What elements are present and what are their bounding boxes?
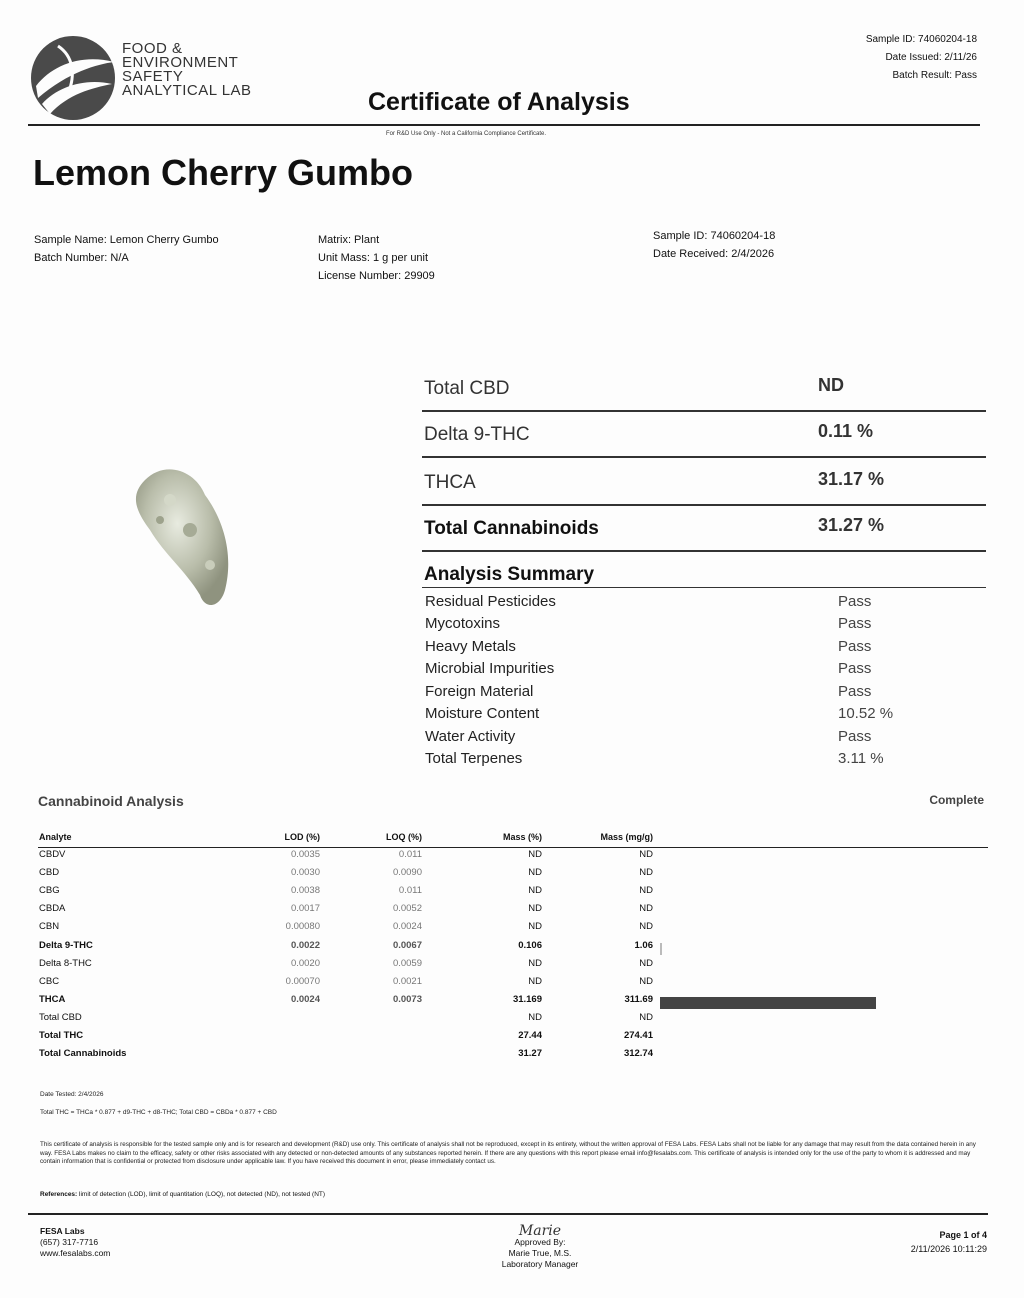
license-number: License Number: 29909 — [318, 270, 435, 282]
date-received: Date Received: 2/4/2026 — [653, 248, 775, 260]
column-header-mass-mg: Mass (mg/g) — [600, 832, 653, 842]
potency-row-total-cannabinoids — [422, 506, 986, 552]
summary-label: Total Terpenes — [425, 750, 523, 767]
table-cell-lod: 0.0020 — [290, 957, 320, 969]
summary-item — [425, 638, 895, 660]
table-cell-lod: 0.0030 — [290, 867, 320, 879]
potency-label: Delta 9-THC — [424, 424, 530, 445]
table-cell-mass-pct: ND — [528, 975, 542, 987]
table-cell-mass-mg: ND — [639, 867, 653, 879]
sample-name: Sample Name: Lemon Cherry Gumbo — [34, 234, 219, 246]
summary-value: 3.11 % — [838, 750, 884, 767]
table-cell-mass-pct: ND — [528, 921, 542, 933]
table-cell-mass-pct: ND — [528, 885, 542, 897]
table-cell-mass-pct: 0.106 — [518, 939, 542, 951]
potency-label: Total Cannabinoids — [424, 518, 599, 539]
table-cell-analyte: CBD — [39, 867, 60, 879]
table-cell-mass-mg: ND — [639, 885, 653, 897]
table-cell-mass-mg: 1.06 — [634, 939, 653, 951]
table-cell-analyte: CBDV — [39, 849, 66, 860]
approver-name: Marie True, M.S. — [508, 1248, 572, 1258]
footer-page-info — [911, 1228, 987, 1256]
table-cell-analyte: Total THC — [39, 1030, 84, 1041]
header-date-issued: Date Issued: 2/11/26 — [885, 52, 977, 63]
cannabinoid-analysis-title: Cannabinoid Analysis — [38, 793, 184, 809]
summary-item — [425, 593, 895, 615]
table-cell-lod: 0.0022 — [290, 939, 320, 951]
rd-use-note: For R&D Use Only - Not a California Compliance Certificate. — [386, 131, 547, 137]
disclaimer: This certificate of analysis is responsible for the tested sample only and is for research and development (R&D) use only. This certificate of analysis shall not be reproduced, except in its entirety, without the written approval of FESA Labs. FESA Labs shall not be liable for any damage that may result from the data contained herein in any way. FESA Labs makes no claim to the efficacy, safety or other risks associated with any detected or non-detected amounts of any substances reported herein. If there are any questions with this report please email info@fesalabs.com. This certificate of analysis is intended only for the use of the party to whom it is addressed and may contain information that is confidential or protected from disclosure under applicable law. If you have received this document in error, please immediately contact us. — [40, 1141, 976, 1165]
summary-item — [425, 750, 895, 772]
summary-item — [425, 705, 895, 727]
table-cell-analyte: CBC — [39, 975, 60, 987]
lab-name-line: ANALYTICAL LAB — [122, 82, 252, 99]
column-header-loq: LOQ (%) — [386, 832, 422, 842]
summary-value: Pass — [838, 728, 872, 745]
table-cell-analyte: Total Cannabinoids — [39, 1048, 127, 1060]
table-cell-mass-mg: ND — [639, 975, 653, 987]
summary-value: Pass — [838, 683, 872, 700]
table-cell-loq: 0.0073 — [392, 993, 422, 1005]
table-cell-mass-mg: ND — [639, 1011, 653, 1023]
summary-value: Pass — [838, 615, 872, 632]
table-cell-mass-mg: 274.41 — [623, 1030, 653, 1041]
table-row — [38, 867, 988, 885]
footer-timestamp: 2/11/2026 10:11:29 — [910, 1244, 987, 1254]
cannabinoid-analysis-status: Complete — [929, 793, 984, 807]
summary-item — [425, 728, 895, 750]
table-cell-lod: 0.0024 — [290, 993, 320, 1005]
table-row — [38, 958, 988, 976]
potency-row-thca — [422, 460, 986, 506]
summary-item — [425, 683, 895, 705]
summary-value: Pass — [838, 593, 872, 610]
potency-value: 0.11 % — [818, 421, 874, 441]
table-cell-loq: 0.0024 — [392, 921, 422, 933]
footer-contact — [40, 1226, 110, 1259]
fesa-leaf-logo-icon — [28, 34, 118, 122]
table-cell-mass-mg: 312.74 — [623, 1048, 653, 1060]
potency-row-delta9-thc — [422, 412, 986, 458]
summary-label: Mycotoxins — [425, 615, 501, 632]
potency-label: Total CBD — [424, 378, 510, 399]
footer-website: www.fesalabs.com — [40, 1248, 111, 1258]
header-divider — [28, 124, 980, 126]
lab-name — [122, 42, 252, 98]
analysis-summary-title: Analysis Summary — [424, 564, 595, 585]
summary-value: 10.52 % — [838, 705, 894, 722]
page-number: Page 1 of 4 — [939, 1230, 987, 1240]
summary-value: Pass — [838, 638, 872, 655]
summary-value: Pass — [838, 660, 872, 677]
table-row — [38, 1012, 988, 1030]
table-row — [38, 994, 988, 1012]
footer-approval — [480, 1223, 600, 1270]
references-text: limit of detection (LOD), limit of quantitation (LOQ), not detected (ND), not tested (NT) — [77, 1191, 326, 1198]
summary-item — [425, 660, 895, 682]
table-cell-mass-pct: 31.169 — [512, 993, 542, 1005]
footer-company: FESA Labs — [40, 1226, 85, 1236]
summary-label: Foreign Material — [425, 683, 534, 700]
approved-by-label: Approved By: — [514, 1237, 566, 1247]
table-row — [38, 903, 988, 921]
table-row — [38, 885, 988, 903]
total-formula-note: Total THC = THCa * 0.877 + d9-THC + d8-THC; Total CBD = CBDa * 0.877 + CBD — [40, 1109, 277, 1116]
table-cell-lod: 0.0017 — [290, 903, 320, 915]
table-cell-mass-mg: ND — [639, 903, 653, 915]
table-cell-mass-pct: 27.44 — [518, 1030, 542, 1041]
table-row — [38, 976, 988, 994]
batch-number: Batch Number: N/A — [34, 252, 129, 264]
summary-label: Residual Pesticides — [425, 593, 556, 610]
lab-name-line: FOOD & — [122, 40, 183, 57]
mass-bar — [660, 943, 662, 955]
table-cell-loq: 0.011 — [398, 849, 422, 860]
table-cell-loq: 0.0052 — [392, 903, 422, 915]
table-cell-analyte: CBN — [39, 921, 60, 933]
table-cell-mass-pct: ND — [528, 957, 542, 969]
table-cell-lod: 0.00080 — [285, 921, 320, 933]
sample-info-column-3 — [653, 227, 775, 263]
table-cell-analyte: CBG — [39, 885, 60, 897]
table-cell-mass-pct: ND — [528, 867, 542, 879]
potency-label: THCA — [424, 472, 476, 493]
summary-item — [425, 615, 895, 637]
table-cell-lod: 0.0035 — [290, 849, 320, 860]
references — [40, 1191, 325, 1198]
approver-title: Laboratory Manager — [501, 1259, 579, 1269]
date-tested: Date Tested: 2/4/2026 — [40, 1091, 104, 1098]
potency-value: 31.17 % — [818, 469, 885, 489]
table-cell-loq: 0.0059 — [392, 957, 422, 969]
table-row — [38, 1030, 988, 1048]
product-name: Lemon Cherry Gumbo — [33, 152, 414, 193]
table-cell-analyte: Total CBD — [39, 1011, 82, 1023]
table-cell-loq: 0.0021 — [392, 975, 422, 987]
sample-photo — [125, 460, 240, 610]
footer-divider — [28, 1213, 988, 1215]
sample-info-column-2 — [318, 231, 435, 285]
summary-label: Moisture Content — [425, 705, 540, 722]
column-header-mass-pct: Mass (%) — [502, 832, 542, 842]
table-cell-mass-mg: 311.69 — [624, 993, 653, 1005]
table-row — [38, 921, 988, 939]
table-cell-mass-mg: ND — [639, 957, 653, 969]
table-row — [38, 849, 988, 867]
table-cell-analyte: THCA — [39, 993, 66, 1005]
table-cell-mass-mg: ND — [639, 849, 653, 860]
header-sample-id: Sample ID: 74060204-18 — [865, 34, 977, 45]
footer-phone: (657) 317-7716 — [40, 1237, 99, 1247]
analysis-summary-divider — [422, 587, 986, 588]
table-cell-mass-pct: ND — [528, 849, 542, 860]
summary-label: Water Activity — [425, 728, 516, 745]
table-cell-mass-mg: ND — [639, 921, 653, 933]
references-label: References: — [40, 1191, 78, 1198]
cannabinoid-table-header — [38, 832, 988, 848]
mass-bar — [660, 997, 876, 1009]
sample-id: Sample ID: 74060204-18 — [653, 230, 776, 242]
header-batch-result: Batch Result: Pass — [892, 70, 977, 81]
table-cell-lod: 0.00070 — [285, 975, 320, 987]
table-cell-loq: 0.011 — [398, 885, 422, 897]
document-title: Certificate of Analysis — [368, 88, 630, 116]
table-cell-mass-pct: ND — [528, 1011, 542, 1023]
summary-label: Microbial Impurities — [425, 660, 555, 677]
table-row — [38, 1048, 988, 1066]
lab-name-line: SAFETY — [122, 68, 184, 85]
table-cell-analyte: Delta 8-THC — [39, 957, 92, 969]
table-cell-analyte: Delta 9-THC — [39, 939, 93, 951]
table-cell-mass-pct: 31.27 — [518, 1048, 542, 1060]
matrix: Matrix: Plant — [318, 234, 380, 246]
table-row — [38, 940, 988, 958]
table-cell-loq: 0.0090 — [392, 867, 422, 879]
table-cell-lod: 0.0038 — [290, 885, 320, 897]
column-header-lod: LOD (%) — [284, 832, 320, 842]
header-meta — [866, 31, 977, 85]
summary-label: Heavy Metals — [425, 638, 516, 655]
table-cell-loq: 0.0067 — [392, 939, 422, 951]
unit-mass: Unit Mass: 1 g per unit — [318, 252, 429, 264]
potency-value: 31.27 % — [818, 515, 885, 535]
column-header-analyte: Analyte — [39, 832, 72, 842]
potency-value: ND — [818, 375, 844, 395]
sample-info-column-1 — [34, 231, 219, 267]
table-cell-mass-pct: ND — [528, 903, 542, 915]
potency-row-total-cbd — [422, 366, 986, 412]
table-cell-analyte: CBDA — [39, 903, 66, 915]
approver-signature: Marie — [518, 1223, 562, 1239]
lab-name-line: ENVIRONMENT — [122, 54, 239, 71]
